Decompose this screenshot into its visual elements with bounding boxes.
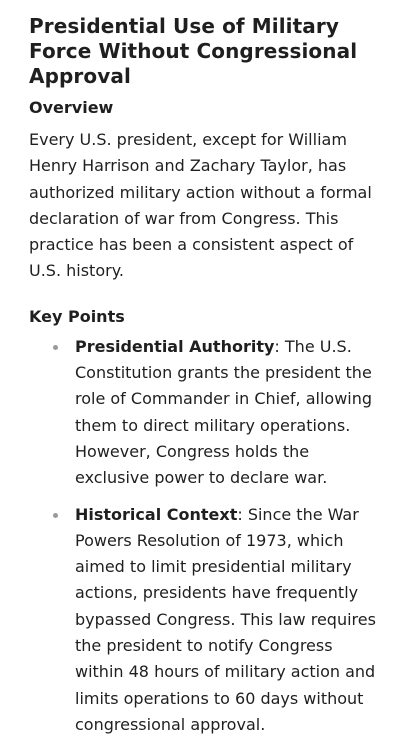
overview-paragraph: Every U.S. president, except for William Henry Harrison and Zachary Taylor, has authorized military action without a formal declaration of war from Congress. This practice has been a consistent aspect of U.S. history. xyxy=(29,130,372,281)
bullet-dot-icon xyxy=(53,513,58,518)
key-points-list xyxy=(29,334,381,738)
key-point-title: Presidential Authority xyxy=(75,336,275,356)
key-point-text: : The U.S. Constitution grants the president the role of Commander in Chief, allowing them to direct military operations. However, Congress holds the exclusive power to declare war. xyxy=(75,336,373,488)
key-point-item xyxy=(29,502,381,738)
key-point-title: Historical Context xyxy=(75,504,238,524)
key-point-item xyxy=(29,334,381,492)
overview-heading: Overview xyxy=(29,98,114,117)
document-title: Presidential Use of Military Force Without Congressional Approval xyxy=(29,14,358,88)
key-point-text: : Since the War Powers Resolution of 1973, which aimed to limit presidential military actions, presidents have frequently bypassed Congress. This law requires the president to notify Congress within 48 hours of military action and limits operations to 60 days without congressional approval. xyxy=(75,504,376,734)
bullet-dot-icon xyxy=(53,345,58,350)
key-points-heading: Key Points xyxy=(29,306,125,326)
